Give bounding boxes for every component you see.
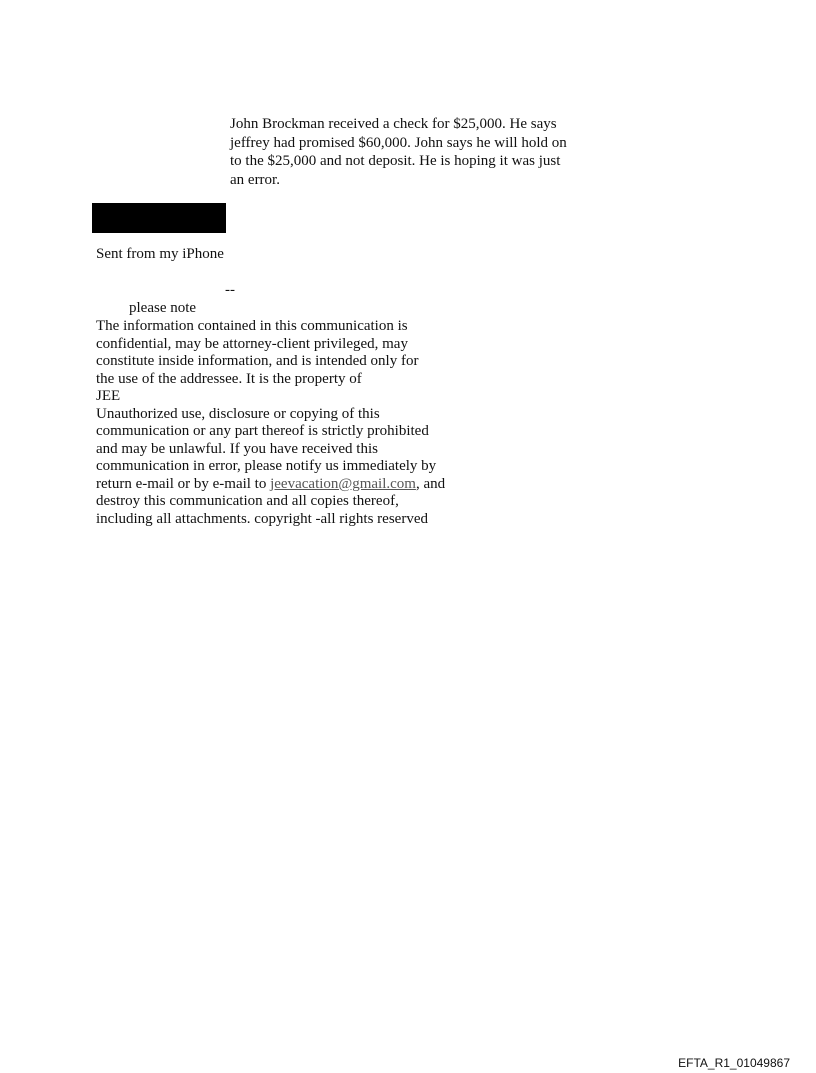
quoted-line: jeffrey had promised $60,000. John says he will hold on	[230, 134, 567, 151]
quoted-line: to the $25,000 and not deposit. He is hoping it was just	[230, 153, 561, 169]
disclaimer-line: JEE	[96, 388, 121, 405]
disclaimer-email-line	[96, 476, 476, 494]
disclaimer-line: The information contained in this communication is	[96, 318, 408, 334]
email-line-prefix: return e-mail or by e-mail to	[96, 475, 271, 492]
disclaimer-line: and may be unlawful. If you have received this	[96, 440, 378, 457]
sent-from-text: Sent from my iPhone	[96, 246, 224, 262]
email-line-suffix: , and	[415, 475, 446, 492]
email-link[interactable]: jeevacation@gmail.com	[270, 475, 416, 492]
disclaimer-line: destroy this communication and all copies thereof,	[96, 493, 399, 510]
quoted-line: John Brockman received a check for $25,000. He says	[230, 116, 557, 132]
confidentiality-disclaimer	[96, 318, 476, 529]
quoted-line: an error.	[230, 171, 280, 188]
disclaimer-line: constitute inside information, and is intended only for	[96, 353, 419, 370]
disclaimer-line: Unauthorized use, disclosure or copying of this	[96, 405, 380, 422]
quoted-message	[230, 115, 600, 189]
disclaimer-line: the use of the addressee. It is the property of	[96, 370, 362, 387]
disclaimer-line: including all attachments. copyright -all rights reserved	[96, 511, 428, 528]
document-id: EFTA_R1_01049867	[678, 1056, 790, 1070]
signature-separator: --	[225, 282, 235, 298]
disclaimer-line: communication or any part thereof is strictly prohibited	[96, 423, 429, 440]
disclaimer-line: communication in error, please notify us immediately by	[96, 458, 437, 475]
disclaimer-line: confidential, may be attorney-client privileged, may	[96, 335, 408, 352]
redaction-block	[92, 203, 226, 233]
please-note-heading: please note	[129, 300, 197, 316]
